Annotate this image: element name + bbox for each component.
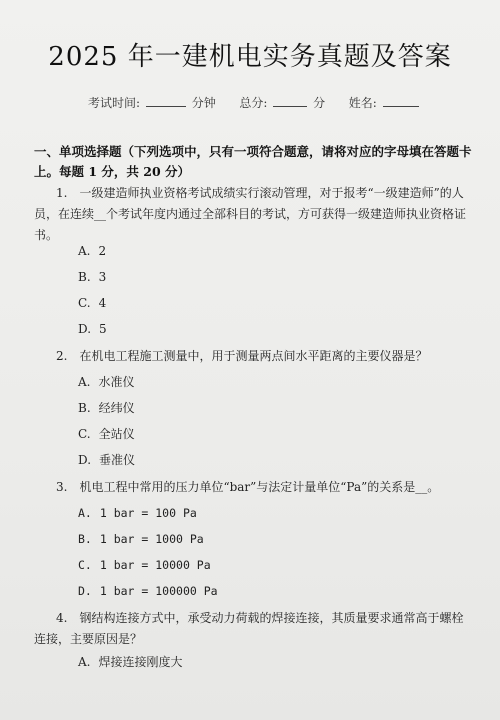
time-label: 考试时间:: [88, 96, 141, 110]
option-text: 3: [98, 270, 107, 284]
time-blank[interactable]: [146, 94, 186, 107]
option-text: 经纬仪: [98, 401, 135, 415]
question-number: 1.: [56, 186, 68, 200]
option-item[interactable]: [78, 319, 378, 340]
option-text: 焊接连接刚度大: [98, 655, 183, 669]
option-letter: C.: [78, 296, 91, 310]
option-letter: D.: [78, 453, 92, 467]
question-text: 机电工程中常用的压力单位“bar”与法定计量单位“Pa”的关系是__。: [79, 480, 440, 494]
option-letter: B.: [78, 401, 91, 415]
time-unit: 分钟: [191, 96, 216, 110]
question-stem: [34, 183, 470, 246]
option-text: 2: [98, 244, 107, 258]
name-label: 姓名:: [348, 96, 377, 110]
option-item[interactable]: [78, 293, 378, 314]
score-unit: 分: [313, 96, 326, 110]
option-letter: A.: [78, 506, 92, 520]
question-stem: [34, 608, 470, 650]
option-item[interactable]: [78, 503, 378, 524]
question-text: 钢结构连接方式中，承受动力荷载的焊接连接，其质量要求通常高于螺栓连接，主要原因是？: [34, 611, 464, 646]
score-blank[interactable]: [273, 94, 307, 107]
option-letter: A.: [78, 655, 91, 669]
option-letter: D.: [78, 322, 92, 336]
option-item[interactable]: [78, 581, 378, 602]
option-text: 5: [99, 322, 107, 336]
option-letter: A.: [78, 244, 91, 258]
option-item[interactable]: [78, 424, 378, 445]
option-text: 1 bar = 100000 Pa: [99, 584, 218, 598]
option-letter: B.: [78, 270, 91, 284]
option-item[interactable]: [78, 372, 378, 393]
question-number: 2.: [56, 349, 68, 363]
page-title: 2025 年一建机电实务真题及答案: [48, 42, 452, 72]
option-text: 全站仪: [98, 427, 135, 441]
option-letter: C.: [78, 427, 91, 441]
option-text: 4: [98, 296, 107, 310]
option-letter: D.: [78, 584, 92, 598]
question-text: 在机电工程施工测量中，用于测量两点间水平距离的主要仪器是？: [79, 349, 428, 363]
option-item[interactable]: [78, 398, 378, 419]
option-text: 1 bar = 1000 Pa: [99, 532, 204, 546]
option-item[interactable]: [78, 241, 378, 262]
option-text: 1 bar = 100 Pa: [99, 506, 197, 520]
question-stem: [34, 477, 470, 498]
question-text: 一级建造师执业资格考试成绩实行滚动管理，对于报考“一级建造师”的人员，在连续__个考试年度内通过全部科目的考试，方可获得一级建造师执业资格证书。: [34, 186, 467, 242]
section-heading: 一、单项选择题（下列选项中，只有一项符合题意，请将对应的字母填在答题卡上。每题 1 分，共 20 分）: [34, 144, 472, 179]
option-text: 水准仪: [98, 375, 135, 389]
option-item[interactable]: [78, 450, 378, 471]
score-label: 总分:: [239, 96, 268, 110]
option-item[interactable]: [78, 555, 378, 576]
question-stem: [34, 346, 470, 367]
option-letter: C.: [78, 558, 92, 572]
question-number: 3.: [56, 480, 68, 494]
option-item[interactable]: [78, 652, 378, 673]
option-text: 垂准仪: [99, 453, 136, 467]
option-item[interactable]: [78, 529, 378, 550]
option-text: 1 bar = 10000 Pa: [99, 558, 211, 572]
question-number: 4.: [56, 611, 68, 625]
option-item[interactable]: [78, 267, 378, 288]
name-blank[interactable]: [383, 94, 419, 107]
option-letter: A.: [78, 375, 91, 389]
exam-info-line: [88, 94, 428, 111]
option-letter: B.: [78, 532, 92, 546]
